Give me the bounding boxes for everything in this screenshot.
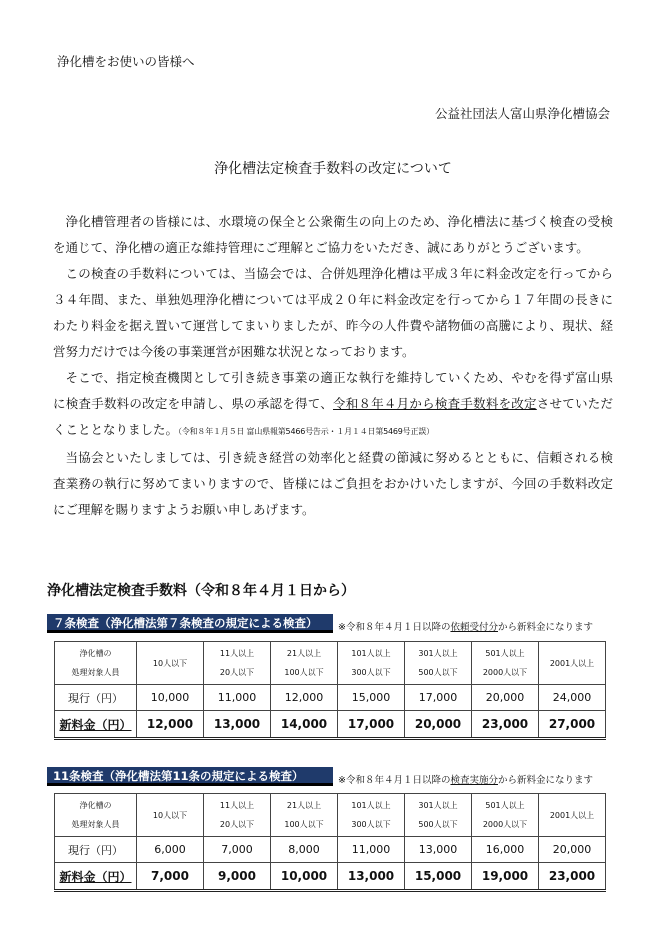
article-7-note [338, 619, 593, 633]
current-fee-cell: 6,000 [137, 837, 204, 863]
current-fee-cell: 15,000 [338, 685, 405, 711]
new-fee-row [55, 863, 606, 891]
current-fee-cell: 24,000 [539, 685, 606, 711]
paragraph-1: 浄化槽管理者の皆様には、水環境の保全と公衆衛生の向上のため、浄化槽法に基づく検査の受検を通じて、浄化槽の適正な維持管理にご理解とご協力をいただき、誠にありがとうございます。 [53, 214, 613, 255]
current-fee-label: 現行（円） [55, 837, 137, 863]
header-line-1: 101人以上 [351, 801, 391, 810]
header-line-1: 10人以下 [152, 658, 188, 668]
header-line-1: 2001人以上 [549, 810, 595, 820]
header-label-line-2: 処理対象人員 [71, 668, 120, 677]
current-fee-row [55, 685, 606, 711]
header-line-2: 500人以下 [418, 668, 458, 677]
header-label-cell [55, 642, 137, 685]
header-line-2: 500人以下 [418, 820, 458, 829]
header-label-line-1: 浄化槽の [79, 649, 112, 658]
new-fee-cell: 23,000 [472, 711, 539, 739]
header-line-1: 11人以上 [219, 801, 255, 810]
header-cell [539, 642, 606, 685]
new-fee-cell: 9,000 [204, 863, 271, 891]
body-text [53, 209, 613, 523]
header-cell [271, 794, 338, 837]
header-cell [204, 794, 271, 837]
article-11-note [338, 772, 593, 786]
table-header-row [55, 642, 606, 685]
header-line-1: 10人以下 [152, 810, 188, 820]
gazette-reference: （令和８年１月５日 富山県報第5466号告示・１月１４日第5469号正誤） [178, 427, 434, 436]
header-line-1: 21人以上 [286, 801, 322, 810]
header-line-2: 100人以下 [284, 668, 324, 677]
paragraph-2: この検査の手数料については、当協会では、合併処理浄化槽は平成３年に料金改定を行ってから３４年間、また、単独処理浄化槽については平成２０年に料金改定を行ってから１７年間の長きにわたり料金を据え置いて運営してまいりましたが、昨今の人件費や諸物価の高騰により、現状、経営努力だけでは今後の事業運営が困難な状況となっております。 [53, 266, 613, 359]
article-7-note-tail: から新料金になります [497, 622, 593, 633]
header-cell [405, 794, 472, 837]
header-line-2: 20人以下 [219, 668, 255, 677]
paragraph-4: 当協会といたしましては、引き続き経営の効率化と経費の節減に努めるとともに、信頼される検査業務の執行に努めてまいりますので、皆様にはご負担をおかけいたしますが、今回の手数料改定にご理解を賜りますようお願い申しあげます。 [53, 450, 613, 517]
header-line-1: 301人以上 [418, 649, 458, 658]
article-11-note-emphasis: 検査実施分 [450, 775, 498, 786]
salutation: 浄化槽をお使いの皆様へ [57, 54, 195, 69]
article-7-note-emphasis: 依頼受付分 [450, 622, 498, 633]
header-label-line-1: 浄化槽の [79, 801, 112, 810]
current-fee-cell: 20,000 [472, 685, 539, 711]
new-fee-label: 新料金（円） [55, 711, 137, 739]
new-fee-cell: 13,000 [338, 863, 405, 891]
new-fee-cell: 12,000 [137, 711, 204, 739]
header-line-2: 300人以下 [351, 668, 391, 677]
current-fee-cell: 11,000 [338, 837, 405, 863]
header-line-2: 2000人以下 [482, 668, 528, 677]
article-11-note-text: ※令和８年４月１日以降の [338, 775, 451, 786]
header-line-1: 2001人以上 [549, 658, 595, 668]
table-header-row [55, 794, 606, 837]
current-fee-cell: 17,000 [405, 685, 472, 711]
current-fee-cell: 12,000 [271, 685, 338, 711]
header-cell [137, 642, 204, 685]
header-cell [338, 642, 405, 685]
header-cell [539, 794, 606, 837]
header-line-2: 20人以下 [219, 820, 255, 829]
header-cell [472, 794, 539, 837]
article-11-fee-table [54, 793, 606, 892]
header-line-1: 301人以上 [418, 801, 458, 810]
current-fee-label: 現行（円） [55, 685, 137, 711]
paragraph-3 [53, 365, 613, 445]
paragraph-3-text: そこで、指定検査機関として引き続き事業の適正な執行を維持していくため、やむを得ず富山県に検査手数料の改定を申請し、県の承認を得て、 [53, 370, 613, 411]
article-11-note-tail: から新料金になります [497, 775, 593, 786]
header-line-1: 501人以上 [485, 649, 525, 658]
new-fee-cell: 10,000 [271, 863, 338, 891]
new-fee-label: 新料金（円） [55, 863, 137, 891]
header-cell [271, 642, 338, 685]
header-line-2: 2000人以下 [482, 820, 528, 829]
current-fee-cell: 20,000 [539, 837, 606, 863]
effective-date-emphasis: 令和８年４月から検査手数料を改定 [332, 396, 537, 411]
new-fee-cell: 15,000 [405, 863, 472, 891]
header-line-1: 101人以上 [351, 649, 391, 658]
new-fee-cell: 17,000 [338, 711, 405, 739]
organization-name: 公益社団法人富山県浄化槽協会 [434, 106, 610, 121]
paragraph-3-tail: させていただくこととなりました。 [53, 396, 613, 437]
header-line-1: 21人以上 [286, 649, 322, 658]
new-fee-cell: 14,000 [271, 711, 338, 739]
header-label-cell [55, 794, 137, 837]
article-7-banner: ７条検査（浄化槽法第７条検査の規定による検査） [47, 614, 333, 633]
new-fee-cell: 13,000 [204, 711, 271, 739]
current-fee-cell: 8,000 [271, 837, 338, 863]
header-line-1: 11人以上 [219, 649, 255, 658]
header-line-2: 300人以下 [351, 820, 391, 829]
current-fee-cell: 10,000 [137, 685, 204, 711]
current-fee-cell: 7,000 [204, 837, 271, 863]
new-fee-cell: 19,000 [472, 863, 539, 891]
current-fee-cell: 16,000 [472, 837, 539, 863]
header-cell [204, 642, 271, 685]
current-fee-cell: 11,000 [204, 685, 271, 711]
header-line-1: 501人以上 [485, 801, 525, 810]
new-fee-cell: 7,000 [137, 863, 204, 891]
current-fee-row [55, 837, 606, 863]
current-fee-cell: 13,000 [405, 837, 472, 863]
header-label-line-2: 処理対象人員 [71, 820, 120, 829]
new-fee-cell: 20,000 [405, 711, 472, 739]
article-7-note-text: ※令和８年４月１日以降の [338, 622, 451, 633]
section-title: 浄化槽法定検査手数料（令和８年４月１日から） [47, 583, 355, 599]
header-line-2: 100人以下 [284, 820, 324, 829]
header-cell [338, 794, 405, 837]
header-cell [137, 794, 204, 837]
header-cell [405, 642, 472, 685]
header-cell [472, 642, 539, 685]
document-title: 浄化槽法定検査手数料の改定について [214, 161, 452, 177]
article-7-fee-table [54, 641, 606, 740]
new-fee-cell: 23,000 [539, 863, 606, 891]
article-11-banner: 11条検査（浄化槽法第11条の規定による検査） [47, 767, 333, 786]
new-fee-cell: 27,000 [539, 711, 606, 739]
new-fee-row [55, 711, 606, 739]
